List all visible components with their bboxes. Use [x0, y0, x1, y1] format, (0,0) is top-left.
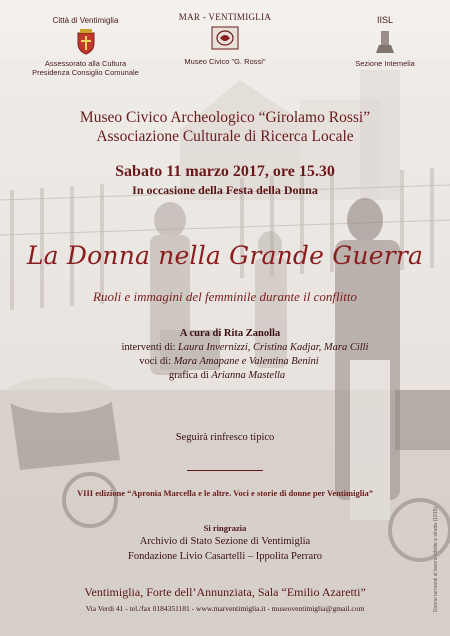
iisl-title: IISL: [376, 15, 393, 25]
association-name: Associazione Culturale di Ricerca Locale: [96, 128, 354, 145]
credits-block: [0, 327, 450, 383]
museum-name: Museo Civico Archeologico “Girolamo Rossi”: [79, 109, 371, 126]
event-date: Sabato 11 marzo 2017, ore 15.30: [115, 163, 335, 180]
venue: Ventimiglia, Forte dell’Annunziata, Sala “Emilio Azaretti”: [84, 585, 366, 599]
curator: A cura di Rita Zanolla: [179, 328, 281, 339]
edition-line: VIII edizione “Apronia Marcella e le altre. Voci e storie di donne per Ventimiglia”: [77, 488, 373, 498]
event-occasion: In occasione della Festa della Donna: [132, 183, 318, 197]
contacts: Via Verdi 41 - tel./fax 0184351181 - www.marventimiglia.it - museoventimiglia@gmail.com: [85, 604, 365, 613]
thanks-label: Si ringrazia: [203, 523, 247, 533]
city-office-line1: Assessorato alla Cultura: [44, 59, 127, 68]
speakers-label: interventi di:: [121, 342, 176, 353]
city-office-line2: Presidenza Consiglio Comunale: [32, 68, 139, 77]
voices-label: voci di:: [139, 356, 172, 367]
divider: [187, 470, 263, 471]
museum-logo-caption: Museo Civico "G. Rossi": [184, 57, 266, 66]
refreshment-note: Seguirà rinfresco tipico: [175, 432, 275, 443]
graphics-label: grafica di: [168, 370, 209, 381]
event-title: La Donna nella Grande Guerra: [26, 241, 424, 270]
photo-caption: Donne tarmanti al lavoro ridotte a strada (1915): [433, 506, 439, 612]
thanks-line2: Fondazione Livio Casartelli – Ippolita Perraro: [128, 551, 322, 562]
iisl-monument-icon: [374, 29, 396, 55]
iisl-logo-block: [330, 16, 440, 68]
museum-emblem-icon: [211, 26, 239, 50]
voices: Mara Amapane e Valentina Benini: [173, 356, 319, 367]
speakers: Laura Invernizzi, Cristina Kadjar, Mara Cilli: [178, 342, 369, 353]
museum-logo-title: MAR - VENTIMIGLIA: [178, 12, 272, 22]
graphics: Arianna Mastella: [211, 370, 286, 381]
event-subtitle: Ruoli e immagini del femminile durante il conflitto: [93, 289, 357, 304]
city-name: Città di Ventimiglia: [52, 16, 119, 25]
iisl-caption: Sezione Intemelia: [355, 59, 415, 68]
thanks-line1: Archivio di Stato Sezione di Ventimiglia: [139, 536, 311, 547]
